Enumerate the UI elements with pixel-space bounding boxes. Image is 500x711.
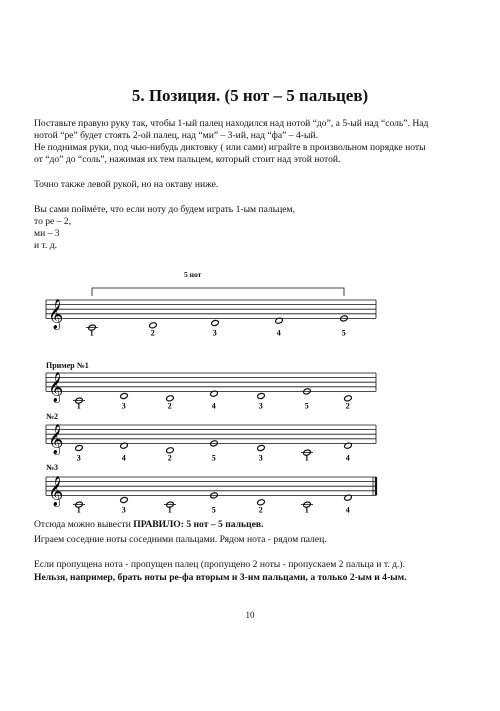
example-3-finger-number: 4 xyxy=(345,505,350,515)
example-2-label: №2 xyxy=(46,412,59,421)
conclusion-lead: Отсюда можно вывести xyxy=(34,519,131,530)
example-1-note xyxy=(257,393,265,400)
example-2-note xyxy=(257,445,265,452)
example-3-finger-number: 1 xyxy=(304,505,309,515)
mapping-line-4: и т. д. xyxy=(34,240,58,251)
example-2-finger-number: 4 xyxy=(345,453,350,463)
staff-top-finger-number: 3 xyxy=(212,328,217,338)
rule-text: ПРАВИЛО: 5 нот – 5 пальцев. xyxy=(133,519,264,530)
staff-top-finger-number: 2 xyxy=(150,328,155,338)
page-title: 5. Позиция. (5 нот – 5 пальцев) xyxy=(131,86,369,105)
treble-clef-icon: 𝄞 xyxy=(48,372,64,403)
bracket-label: 5 нот xyxy=(184,270,202,279)
intro-line-1: Поставьте правую руку так, чтобы 1-ый палец находился над нотой “до”, а 5-ый над “соль”. Над xyxy=(34,118,429,129)
intro-line-2: нотой “ре” будет стоять 2-ой палец, над “ми” – 3-ий, над “фа” – 4-ый. xyxy=(34,130,318,141)
staff-top-finger-number: 1 xyxy=(89,328,94,338)
staff-top-finger-number: 5 xyxy=(341,328,346,338)
intro-line-4: от “до” до “соль”, нажимая их тем пальцем, который стоит над этой нотой. xyxy=(34,154,341,165)
example-2-finger-number: 1 xyxy=(304,453,309,463)
staff-top-finger-number: 4 xyxy=(276,328,281,338)
example-1-label: Пример №1 xyxy=(46,361,89,370)
mapping-line-1: Вы сами поймёте, что если ноту до будем играть 1-ым пальцем, xyxy=(34,204,295,215)
example-1-finger-number: 3 xyxy=(258,401,263,411)
example-2-finger-number: 3 xyxy=(258,453,263,463)
example-3-finger-number: 5 xyxy=(211,505,216,515)
example-1-finger-number: 3 xyxy=(121,401,126,411)
example-3-finger-number: 2 xyxy=(258,505,263,515)
staff-top-note xyxy=(211,320,219,327)
example-2-finger-number: 5 xyxy=(211,453,216,463)
mapping-line-3: ми – 3 xyxy=(34,228,60,239)
conclusion-line-3: Если пропущена нота - пропущен палец (пропущено 2 ноты - пропускаем 2 пальца и т. д.). xyxy=(34,559,405,570)
page-number: 10 xyxy=(245,610,255,620)
example-3-finger-number: 1 xyxy=(167,505,172,515)
example-1-note xyxy=(120,393,128,400)
mapping-line-2: то ре – 2, xyxy=(34,216,72,227)
conclusion-line-1 xyxy=(34,519,474,531)
example-1-finger-number: 5 xyxy=(304,401,309,411)
example-1-finger-number: 4 xyxy=(211,401,216,411)
five-notes-bracket xyxy=(92,288,344,296)
treble-clef-icon: 𝄞 xyxy=(48,476,64,507)
example-3-finger-number: 3 xyxy=(121,505,126,515)
left-hand-text: Точно также левой рукой, но на октаву ниже. xyxy=(34,179,219,190)
example-3-finger-number: 1 xyxy=(76,505,81,515)
example-1-finger-number: 2 xyxy=(167,401,172,411)
example-1-finger-number: 1 xyxy=(76,401,81,411)
example-1-finger-number: 2 xyxy=(345,401,350,411)
treble-clef-icon: 𝄞 xyxy=(48,424,64,455)
intro-line-3: Не поднимая руки, под чью-нибудь диктовку ( или сами) играйте в произвольном порядке ноты xyxy=(34,142,426,153)
example-3-note xyxy=(120,497,128,504)
example-2-note xyxy=(75,445,83,452)
example-3-label: №3 xyxy=(46,463,59,472)
example-2-finger-number: 2 xyxy=(167,453,172,463)
treble-clef-icon: 𝄞 xyxy=(48,299,64,330)
example-2-finger-number: 4 xyxy=(121,453,126,463)
conclusion-line-2: Играем соседние ноты соседними пальцами. Рядом нота - рядом палец. xyxy=(34,534,327,545)
example-2-finger-number: 3 xyxy=(76,453,81,463)
conclusion-line-4: Нельзя, например, брать ноты ре-фа вторым и 3-им пальцами, а только 2-ым и 4-ым. xyxy=(34,572,407,583)
